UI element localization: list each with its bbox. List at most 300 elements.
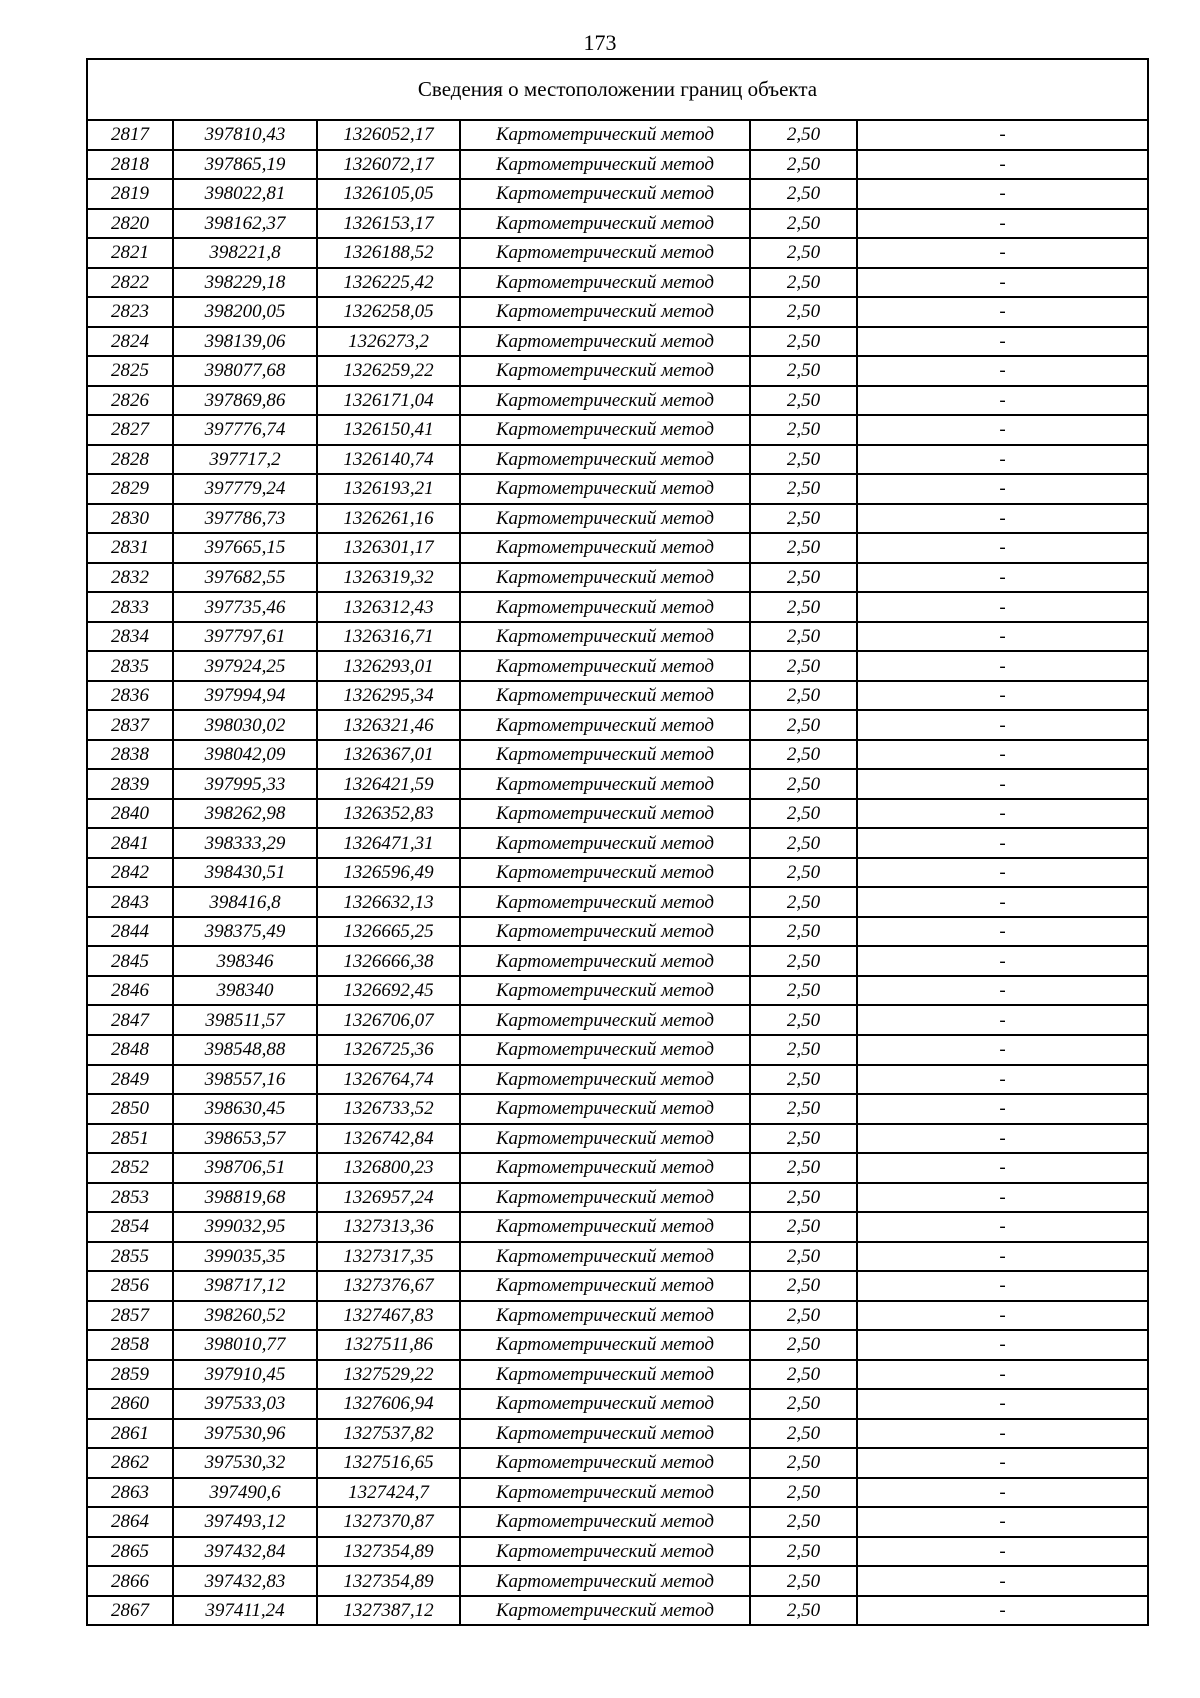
- y-coordinate-cell: 1327516,65: [317, 1448, 460, 1478]
- x-coordinate-cell: 397530,32: [173, 1448, 317, 1478]
- description-cell: -: [857, 356, 1148, 386]
- description-cell: -: [857, 445, 1148, 475]
- description-cell: -: [857, 976, 1148, 1006]
- accuracy-cell: 2,50: [750, 1507, 857, 1537]
- x-coordinate-cell: 398346: [173, 946, 317, 976]
- accuracy-cell: 2,50: [750, 1419, 857, 1449]
- x-coordinate-cell: 398139,06: [173, 327, 317, 357]
- table-row: [87, 297, 1148, 327]
- method-cell: Картометрический метод: [460, 1212, 750, 1242]
- description-cell: -: [857, 917, 1148, 947]
- description-cell: -: [857, 386, 1148, 416]
- table-row: [87, 946, 1148, 976]
- x-coordinate-cell: 399032,95: [173, 1212, 317, 1242]
- x-coordinate-cell: 398416,8: [173, 887, 317, 917]
- accuracy-cell: 2,50: [750, 297, 857, 327]
- x-coordinate-cell: 397432,83: [173, 1566, 317, 1596]
- table-row: [87, 858, 1148, 888]
- accuracy-cell: 2,50: [750, 710, 857, 740]
- description-cell: -: [857, 1271, 1148, 1301]
- description-cell: -: [857, 710, 1148, 740]
- method-cell: Картометрический метод: [460, 1507, 750, 1537]
- table-row: [87, 1507, 1148, 1537]
- description-cell: -: [857, 828, 1148, 858]
- table-row: [87, 592, 1148, 622]
- y-coordinate-cell: 1326764,74: [317, 1065, 460, 1095]
- description-cell: -: [857, 1537, 1148, 1567]
- table-row: [87, 1389, 1148, 1419]
- x-coordinate-cell: 398042,09: [173, 740, 317, 770]
- boundary-coordinates-table: [86, 58, 1149, 1626]
- method-cell: Картометрический метод: [460, 651, 750, 681]
- x-coordinate-cell: 398010,77: [173, 1330, 317, 1360]
- point-number-cell: 2848: [87, 1035, 173, 1065]
- table-row: [87, 681, 1148, 711]
- accuracy-cell: 2,50: [750, 1537, 857, 1567]
- method-cell: Картометрический метод: [460, 976, 750, 1006]
- x-coordinate-cell: 397797,61: [173, 622, 317, 652]
- description-cell: -: [857, 681, 1148, 711]
- method-cell: Картометрический метод: [460, 1271, 750, 1301]
- method-cell: Картометрический метод: [460, 209, 750, 239]
- accuracy-cell: 2,50: [750, 1360, 857, 1390]
- table-row: [87, 356, 1148, 386]
- y-coordinate-cell: 1326188,52: [317, 238, 460, 268]
- method-cell: Картометрический метод: [460, 445, 750, 475]
- method-cell: Картометрический метод: [460, 356, 750, 386]
- point-number-cell: 2817: [87, 120, 173, 150]
- point-number-cell: 2867: [87, 1596, 173, 1626]
- x-coordinate-cell: 398706,51: [173, 1153, 317, 1183]
- accuracy-cell: 2,50: [750, 1389, 857, 1419]
- point-number-cell: 2851: [87, 1124, 173, 1154]
- point-number-cell: 2850: [87, 1094, 173, 1124]
- point-number-cell: 2847: [87, 1005, 173, 1035]
- x-coordinate-cell: 398375,49: [173, 917, 317, 947]
- x-coordinate-cell: 398548,88: [173, 1035, 317, 1065]
- table-row: [87, 740, 1148, 770]
- y-coordinate-cell: 1326742,84: [317, 1124, 460, 1154]
- table-row: [87, 533, 1148, 563]
- accuracy-cell: 2,50: [750, 150, 857, 180]
- point-number-cell: 2825: [87, 356, 173, 386]
- y-coordinate-cell: 1327387,12: [317, 1596, 460, 1626]
- y-coordinate-cell: 1326140,74: [317, 445, 460, 475]
- method-cell: Картометрический метод: [460, 1330, 750, 1360]
- table-row: [87, 445, 1148, 475]
- y-coordinate-cell: 1326957,24: [317, 1183, 460, 1213]
- method-cell: Картометрический метод: [460, 710, 750, 740]
- x-coordinate-cell: 397995,33: [173, 769, 317, 799]
- x-coordinate-cell: 397786,73: [173, 504, 317, 534]
- y-coordinate-cell: 1326261,16: [317, 504, 460, 534]
- table-row: [87, 1301, 1148, 1331]
- accuracy-cell: 2,50: [750, 976, 857, 1006]
- point-number-cell: 2820: [87, 209, 173, 239]
- description-cell: -: [857, 1448, 1148, 1478]
- method-cell: Картометрический метод: [460, 563, 750, 593]
- method-cell: Картометрический метод: [460, 1448, 750, 1478]
- accuracy-cell: 2,50: [750, 769, 857, 799]
- accuracy-cell: 2,50: [750, 622, 857, 652]
- method-cell: Картометрический метод: [460, 681, 750, 711]
- accuracy-cell: 2,50: [750, 238, 857, 268]
- x-coordinate-cell: 398221,8: [173, 238, 317, 268]
- accuracy-cell: 2,50: [750, 209, 857, 239]
- table-row: [87, 887, 1148, 917]
- point-number-cell: 2839: [87, 769, 173, 799]
- method-cell: Картометрический метод: [460, 1566, 750, 1596]
- x-coordinate-cell: 397530,96: [173, 1419, 317, 1449]
- table-row: [87, 710, 1148, 740]
- y-coordinate-cell: 1326666,38: [317, 946, 460, 976]
- method-cell: Картометрический метод: [460, 150, 750, 180]
- accuracy-cell: 2,50: [750, 681, 857, 711]
- method-cell: Картометрический метод: [460, 769, 750, 799]
- y-coordinate-cell: 1326352,83: [317, 799, 460, 829]
- point-number-cell: 2836: [87, 681, 173, 711]
- x-coordinate-cell: 398630,45: [173, 1094, 317, 1124]
- x-coordinate-cell: 398030,02: [173, 710, 317, 740]
- description-cell: -: [857, 268, 1148, 298]
- method-cell: Картометрический метод: [460, 1065, 750, 1095]
- accuracy-cell: 2,50: [750, 799, 857, 829]
- point-number-cell: 2845: [87, 946, 173, 976]
- description-cell: -: [857, 946, 1148, 976]
- table-row: [87, 386, 1148, 416]
- accuracy-cell: 2,50: [750, 445, 857, 475]
- description-cell: -: [857, 1183, 1148, 1213]
- y-coordinate-cell: 1326301,17: [317, 533, 460, 563]
- x-coordinate-cell: 398022,81: [173, 179, 317, 209]
- x-coordinate-cell: 397682,55: [173, 563, 317, 593]
- table-row: [87, 917, 1148, 947]
- x-coordinate-cell: 397865,19: [173, 150, 317, 180]
- description-cell: -: [857, 740, 1148, 770]
- accuracy-cell: 2,50: [750, 887, 857, 917]
- accuracy-cell: 2,50: [750, 651, 857, 681]
- x-coordinate-cell: 398653,57: [173, 1124, 317, 1154]
- accuracy-cell: 2,50: [750, 592, 857, 622]
- table-row: [87, 563, 1148, 593]
- table-row: [87, 268, 1148, 298]
- x-coordinate-cell: 397810,43: [173, 120, 317, 150]
- accuracy-cell: 2,50: [750, 858, 857, 888]
- description-cell: -: [857, 1330, 1148, 1360]
- y-coordinate-cell: 1327313,36: [317, 1212, 460, 1242]
- description-cell: -: [857, 504, 1148, 534]
- x-coordinate-cell: 397411,24: [173, 1596, 317, 1626]
- x-coordinate-cell: 398557,16: [173, 1065, 317, 1095]
- accuracy-cell: 2,50: [750, 1448, 857, 1478]
- x-coordinate-cell: 397924,25: [173, 651, 317, 681]
- table-row: [87, 1419, 1148, 1449]
- point-number-cell: 2857: [87, 1301, 173, 1331]
- y-coordinate-cell: 1326706,07: [317, 1005, 460, 1035]
- description-cell: -: [857, 179, 1148, 209]
- point-number-cell: 2856: [87, 1271, 173, 1301]
- x-coordinate-cell: 398333,29: [173, 828, 317, 858]
- method-cell: Картометрический метод: [460, 386, 750, 416]
- y-coordinate-cell: 1326258,05: [317, 297, 460, 327]
- x-coordinate-cell: 398511,57: [173, 1005, 317, 1035]
- accuracy-cell: 2,50: [750, 1301, 857, 1331]
- table-row: [87, 150, 1148, 180]
- accuracy-cell: 2,50: [750, 356, 857, 386]
- table-row: [87, 504, 1148, 534]
- description-cell: -: [857, 1124, 1148, 1154]
- accuracy-cell: 2,50: [750, 1035, 857, 1065]
- point-number-cell: 2852: [87, 1153, 173, 1183]
- table-row: [87, 1153, 1148, 1183]
- point-number-cell: 2832: [87, 563, 173, 593]
- table-row: [87, 327, 1148, 357]
- y-coordinate-cell: 1326471,31: [317, 828, 460, 858]
- y-coordinate-cell: 1327606,94: [317, 1389, 460, 1419]
- point-number-cell: 2855: [87, 1242, 173, 1272]
- description-cell: -: [857, 1419, 1148, 1449]
- accuracy-cell: 2,50: [750, 1124, 857, 1154]
- table-row: [87, 1005, 1148, 1035]
- x-coordinate-cell: 397994,94: [173, 681, 317, 711]
- description-cell: -: [857, 297, 1148, 327]
- point-number-cell: 2830: [87, 504, 173, 534]
- description-cell: -: [857, 799, 1148, 829]
- y-coordinate-cell: 1327370,87: [317, 1507, 460, 1537]
- point-number-cell: 2841: [87, 828, 173, 858]
- method-cell: Картометрический метод: [460, 1537, 750, 1567]
- method-cell: Картометрический метод: [460, 1360, 750, 1390]
- point-number-cell: 2866: [87, 1566, 173, 1596]
- accuracy-cell: 2,50: [750, 1094, 857, 1124]
- x-coordinate-cell: 398200,05: [173, 297, 317, 327]
- y-coordinate-cell: 1326273,2: [317, 327, 460, 357]
- description-cell: -: [857, 1478, 1148, 1508]
- table-row: [87, 415, 1148, 445]
- method-cell: Картометрический метод: [460, 1153, 750, 1183]
- method-cell: Картометрический метод: [460, 327, 750, 357]
- y-coordinate-cell: 1326105,05: [317, 179, 460, 209]
- table-body: [87, 120, 1148, 1625]
- method-cell: Картометрический метод: [460, 474, 750, 504]
- description-cell: -: [857, 1065, 1148, 1095]
- point-number-cell: 2859: [87, 1360, 173, 1390]
- y-coordinate-cell: 1326193,21: [317, 474, 460, 504]
- table-row: [87, 474, 1148, 504]
- y-coordinate-cell: 1326225,42: [317, 268, 460, 298]
- y-coordinate-cell: 1326596,49: [317, 858, 460, 888]
- method-cell: Картометрический метод: [460, 1094, 750, 1124]
- accuracy-cell: 2,50: [750, 327, 857, 357]
- point-number-cell: 2843: [87, 887, 173, 917]
- method-cell: Картометрический метод: [460, 1389, 750, 1419]
- x-coordinate-cell: 398260,52: [173, 1301, 317, 1331]
- method-cell: Картометрический метод: [460, 858, 750, 888]
- description-cell: -: [857, 622, 1148, 652]
- method-cell: Картометрический метод: [460, 1242, 750, 1272]
- description-cell: -: [857, 1153, 1148, 1183]
- x-coordinate-cell: 397717,2: [173, 445, 317, 475]
- table-row: [87, 1330, 1148, 1360]
- description-cell: -: [857, 327, 1148, 357]
- description-cell: -: [857, 1507, 1148, 1537]
- description-cell: -: [857, 1301, 1148, 1331]
- description-cell: -: [857, 1360, 1148, 1390]
- y-coordinate-cell: 1326293,01: [317, 651, 460, 681]
- description-cell: -: [857, 150, 1148, 180]
- x-coordinate-cell: 397869,86: [173, 386, 317, 416]
- table-title: Сведения о местоположении границ объекта: [87, 59, 1148, 120]
- y-coordinate-cell: 1326259,22: [317, 356, 460, 386]
- accuracy-cell: 2,50: [750, 386, 857, 416]
- accuracy-cell: 2,50: [750, 563, 857, 593]
- description-cell: -: [857, 533, 1148, 563]
- accuracy-cell: 2,50: [750, 946, 857, 976]
- description-cell: -: [857, 238, 1148, 268]
- point-number-cell: 2860: [87, 1389, 173, 1419]
- point-number-cell: 2823: [87, 297, 173, 327]
- y-coordinate-cell: 1326316,71: [317, 622, 460, 652]
- table-row: [87, 238, 1148, 268]
- description-cell: -: [857, 1094, 1148, 1124]
- y-coordinate-cell: 1327511,86: [317, 1330, 460, 1360]
- x-coordinate-cell: 397910,45: [173, 1360, 317, 1390]
- table-row: [87, 1566, 1148, 1596]
- method-cell: Картометрический метод: [460, 533, 750, 563]
- accuracy-cell: 2,50: [750, 1153, 857, 1183]
- point-number-cell: 2834: [87, 622, 173, 652]
- x-coordinate-cell: 398229,18: [173, 268, 317, 298]
- table-row: [87, 1448, 1148, 1478]
- table-row: [87, 651, 1148, 681]
- y-coordinate-cell: 1326800,23: [317, 1153, 460, 1183]
- y-coordinate-cell: 1326312,43: [317, 592, 460, 622]
- accuracy-cell: 2,50: [750, 1183, 857, 1213]
- method-cell: Картометрический метод: [460, 297, 750, 327]
- point-number-cell: 2822: [87, 268, 173, 298]
- accuracy-cell: 2,50: [750, 1271, 857, 1301]
- method-cell: Картометрический метод: [460, 1005, 750, 1035]
- y-coordinate-cell: 1326421,59: [317, 769, 460, 799]
- description-cell: -: [857, 1566, 1148, 1596]
- y-coordinate-cell: 1326153,17: [317, 209, 460, 239]
- table-row: [87, 828, 1148, 858]
- method-cell: Картометрический метод: [460, 740, 750, 770]
- x-coordinate-cell: 398077,68: [173, 356, 317, 386]
- method-cell: Картометрический метод: [460, 828, 750, 858]
- point-number-cell: 2840: [87, 799, 173, 829]
- point-number-cell: 2827: [87, 415, 173, 445]
- description-cell: -: [857, 1212, 1148, 1242]
- point-number-cell: 2846: [87, 976, 173, 1006]
- accuracy-cell: 2,50: [750, 1242, 857, 1272]
- point-number-cell: 2821: [87, 238, 173, 268]
- method-cell: Картометрический метод: [460, 1035, 750, 1065]
- y-coordinate-cell: 1327537,82: [317, 1419, 460, 1449]
- accuracy-cell: 2,50: [750, 740, 857, 770]
- method-cell: Картометрический метод: [460, 179, 750, 209]
- x-coordinate-cell: 398162,37: [173, 209, 317, 239]
- y-coordinate-cell: 1326321,46: [317, 710, 460, 740]
- point-number-cell: 2838: [87, 740, 173, 770]
- method-cell: Картометрический метод: [460, 887, 750, 917]
- x-coordinate-cell: 397665,15: [173, 533, 317, 563]
- accuracy-cell: 2,50: [750, 504, 857, 534]
- accuracy-cell: 2,50: [750, 917, 857, 947]
- accuracy-cell: 2,50: [750, 1212, 857, 1242]
- description-cell: -: [857, 858, 1148, 888]
- x-coordinate-cell: 397735,46: [173, 592, 317, 622]
- table-row: [87, 1065, 1148, 1095]
- point-number-cell: 2844: [87, 917, 173, 947]
- y-coordinate-cell: 1327317,35: [317, 1242, 460, 1272]
- table-row: [87, 179, 1148, 209]
- method-cell: Картометрический метод: [460, 238, 750, 268]
- method-cell: Картометрический метод: [460, 415, 750, 445]
- method-cell: Картометрический метод: [460, 1596, 750, 1626]
- point-number-cell: 2826: [87, 386, 173, 416]
- accuracy-cell: 2,50: [750, 1005, 857, 1035]
- accuracy-cell: 2,50: [750, 1065, 857, 1095]
- method-cell: Картометрический метод: [460, 1124, 750, 1154]
- y-coordinate-cell: 1326072,17: [317, 150, 460, 180]
- y-coordinate-cell: 1327354,89: [317, 1566, 460, 1596]
- x-coordinate-cell: 399035,35: [173, 1242, 317, 1272]
- point-number-cell: 2835: [87, 651, 173, 681]
- y-coordinate-cell: 1327376,67: [317, 1271, 460, 1301]
- y-coordinate-cell: 1326692,45: [317, 976, 460, 1006]
- x-coordinate-cell: 397533,03: [173, 1389, 317, 1419]
- accuracy-cell: 2,50: [750, 120, 857, 150]
- x-coordinate-cell: 397779,24: [173, 474, 317, 504]
- table-row: [87, 120, 1148, 150]
- accuracy-cell: 2,50: [750, 1566, 857, 1596]
- point-number-cell: 2863: [87, 1478, 173, 1508]
- point-number-cell: 2854: [87, 1212, 173, 1242]
- point-number-cell: 2831: [87, 533, 173, 563]
- table-row: [87, 1271, 1148, 1301]
- table-row: [87, 622, 1148, 652]
- point-number-cell: 2858: [87, 1330, 173, 1360]
- description-cell: -: [857, 1035, 1148, 1065]
- accuracy-cell: 2,50: [750, 828, 857, 858]
- y-coordinate-cell: 1326665,25: [317, 917, 460, 947]
- table-row: [87, 1124, 1148, 1154]
- x-coordinate-cell: 398430,51: [173, 858, 317, 888]
- description-cell: -: [857, 1242, 1148, 1272]
- y-coordinate-cell: 1326171,04: [317, 386, 460, 416]
- accuracy-cell: 2,50: [750, 1596, 857, 1626]
- table-row: [87, 1242, 1148, 1272]
- method-cell: Картометрический метод: [460, 592, 750, 622]
- description-cell: -: [857, 592, 1148, 622]
- point-number-cell: 2842: [87, 858, 173, 888]
- description-cell: -: [857, 563, 1148, 593]
- y-coordinate-cell: 1327467,83: [317, 1301, 460, 1331]
- y-coordinate-cell: 1326632,13: [317, 887, 460, 917]
- method-cell: Картометрический метод: [460, 1419, 750, 1449]
- x-coordinate-cell: 398340: [173, 976, 317, 1006]
- y-coordinate-cell: 1326052,17: [317, 120, 460, 150]
- description-cell: -: [857, 1005, 1148, 1035]
- method-cell: Картометрический метод: [460, 1301, 750, 1331]
- x-coordinate-cell: 398819,68: [173, 1183, 317, 1213]
- table-row: [87, 1094, 1148, 1124]
- x-coordinate-cell: 398262,98: [173, 799, 317, 829]
- y-coordinate-cell: 1326319,32: [317, 563, 460, 593]
- table-row: [87, 1035, 1148, 1065]
- accuracy-cell: 2,50: [750, 474, 857, 504]
